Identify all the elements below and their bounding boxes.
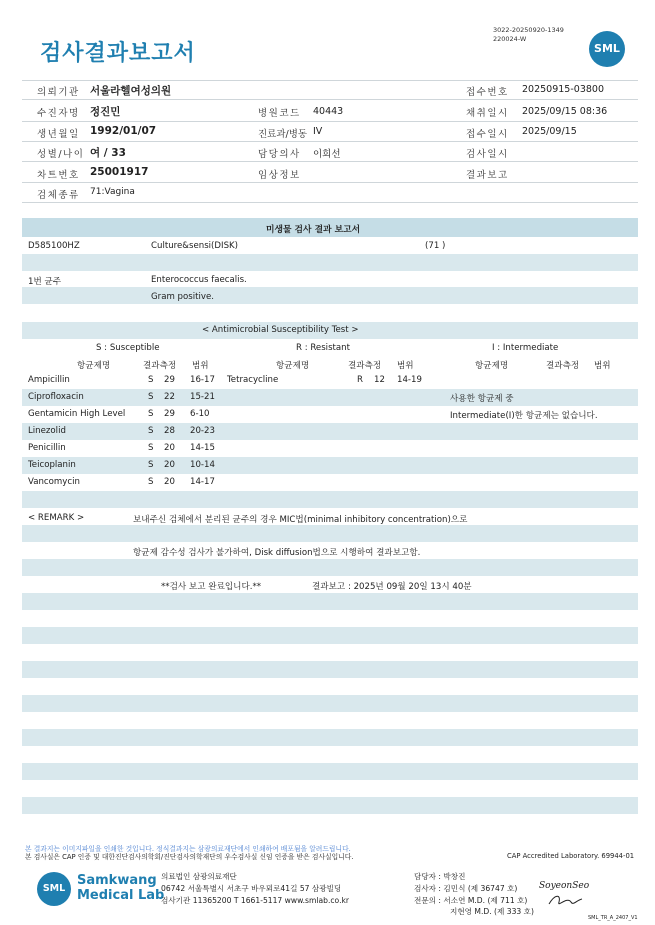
patient-label: 수진자명: [37, 108, 80, 119]
antibiotic-value: 12: [374, 375, 385, 385]
cap-notice: 본 검사실은 CAP 인증 및 대한진단검사의학회/진단검사의학재단의 우수검사실 신임 인증을 받은 검사실입니다.: [25, 853, 354, 861]
sex-age-value: 여 / 33: [90, 147, 126, 159]
col-range-header: 범위: [192, 361, 209, 371]
col-result-header: 결과측정: [348, 361, 382, 371]
specialist-1: 전문의 : 서소연 M.D. (제 711 호): [414, 896, 528, 905]
test-number: (71 ): [425, 241, 446, 251]
specimen-value: 71:Vagina: [90, 187, 135, 197]
examiner-signature: SoyeonSeo: [539, 881, 590, 891]
received-value: 2025/09/15: [522, 126, 577, 137]
chart-label: 차트번호: [37, 170, 80, 181]
collected-label: 채취일시: [466, 108, 509, 119]
test-code: D585100HZ: [28, 241, 80, 251]
test-name: Culture&sensi(DISK): [151, 241, 239, 251]
stripe: [22, 389, 638, 406]
antibiotic-interp: S: [148, 426, 154, 436]
ast-title: < Antimicrobial Susceptibility Test >: [202, 325, 359, 335]
hospital-code-label: 병원코드: [258, 108, 301, 119]
doctor-value: 이희선: [313, 149, 341, 160]
stripe: [22, 797, 638, 814]
divider: [22, 182, 638, 183]
stripe: [22, 763, 638, 780]
document-id: 3022-20250920-1349 220024-W: [493, 26, 564, 43]
antibiotic-name: Linezolid: [28, 426, 66, 436]
divider: [22, 202, 638, 203]
antibiotic-interp: S: [148, 460, 154, 470]
collected-value: 2025/09/15 08:36: [522, 106, 608, 117]
dept-value: IV: [313, 126, 323, 137]
antibiotic-value: 20: [164, 443, 175, 453]
antibiotic-interp: S: [148, 375, 154, 385]
specialist-signature-icon: [545, 892, 585, 910]
stripe: [22, 627, 638, 644]
stripe: [22, 423, 638, 440]
dob-label: 생년월일: [37, 129, 80, 140]
brand-name: Samkwang Medical Lab: [77, 873, 165, 903]
col-range-header: 범위: [397, 361, 414, 371]
antibiotic-interp: S: [148, 409, 154, 419]
stripe: [22, 559, 638, 576]
cap-number: CAP Accredited Laboratory. 69944-01: [507, 852, 635, 860]
stripe: [22, 661, 638, 678]
sml-logo: SML: [37, 872, 71, 906]
micro-section-title: 미생물 검사 결과 보고서: [266, 225, 361, 235]
antibiotic-name: Teicoplanin: [28, 460, 76, 470]
antibiotic-range: 14-17: [190, 477, 215, 487]
isolate-label: 1번 균주: [28, 277, 62, 287]
stripe: [22, 287, 638, 304]
col-result-header: 결과측정: [143, 361, 177, 371]
antibiotic-value: 22: [164, 392, 175, 402]
chart-value: 25001917: [90, 166, 149, 178]
antibiotic-value: 20: [164, 460, 175, 470]
stripe: [22, 695, 638, 712]
remark-line-1: 보내주신 검체에서 분리된 균주의 경우 MIC법(minimal inhibitory concentration)으로: [133, 515, 468, 525]
hospital-code-value: 40443: [313, 106, 344, 117]
antibiotic-range: 20-23: [190, 426, 215, 436]
divider: [22, 141, 638, 142]
antibiotic-interp: R: [357, 375, 363, 385]
divider: [22, 99, 638, 100]
antibiotic-range: 6-10: [190, 409, 210, 419]
antibiotic-name: Gentamicin High Level: [28, 409, 126, 419]
sex-age-label: 성별/나이: [37, 149, 85, 160]
note-intermediate: Intermediate(I)한 항균제는 없습니다.: [450, 411, 598, 421]
hospital-label: 의뢰기관: [37, 87, 80, 98]
report-label: 결과보고: [466, 170, 509, 181]
stripe: [22, 525, 638, 542]
stripe: [22, 457, 638, 474]
antibiotic-value: 20: [164, 477, 175, 487]
organism-name: Enterococcus faecalis.: [151, 275, 247, 285]
antibiotic-range: 14-15: [190, 443, 215, 453]
divider: [22, 80, 638, 81]
stripe: [22, 491, 638, 508]
sml-logo: SML: [589, 31, 625, 67]
antibiotic-interp: S: [148, 477, 154, 487]
report-title: 검사결과보고서: [40, 41, 196, 66]
specialist-2: 지현영 M.D. (제 333 호): [450, 907, 534, 916]
stripe: [22, 729, 638, 746]
antibiotic-name: Vancomycin: [28, 477, 80, 487]
gram-stain: Gram positive.: [151, 292, 215, 302]
remark-label: < REMARK >: [28, 513, 85, 523]
antibiotic-value: 29: [164, 375, 175, 385]
divider: [22, 161, 638, 162]
dob-value: 1992/01/07: [90, 125, 157, 137]
antibiotic-range: 16-17: [190, 375, 215, 385]
image-print-notice: 본 결과지는 이미지파일을 인쇄한 것입니다. 정식결과지는 삼광의료재단에서 인쇄하여 배포됨을 알려드립니다.: [25, 845, 351, 853]
doctor-label: 담당의사: [258, 149, 301, 160]
antibiotic-range: 10-14: [190, 460, 215, 470]
col-drug-header: 항균제명: [77, 361, 111, 371]
legend-intermediate: I : Intermediate: [492, 343, 559, 353]
org-address: 06742 서울특별시 서초구 바우뫼로41길 57 삼광빌딩: [161, 884, 342, 893]
patient-value: 정진민: [90, 106, 121, 118]
antibiotic-name: Penicillin: [28, 443, 66, 453]
tested-label: 검사일시: [466, 149, 509, 160]
specimen-label: 검체종류: [37, 190, 80, 201]
legend-resistant: R : Resistant: [296, 343, 350, 353]
org-name: 의료법인 삼광의료재단: [161, 872, 237, 881]
note-used-antibiotics: 사용한 항균제 중: [450, 394, 514, 404]
col-result-header: 결과측정: [546, 361, 580, 371]
antibiotic-name: Ciprofloxacin: [28, 392, 84, 402]
legend-susceptible: S : Susceptible: [96, 343, 160, 353]
stripe: [22, 593, 638, 610]
antibiotic-range: 15-21: [190, 392, 215, 402]
antibiotic-name: Ampicillin: [28, 375, 70, 385]
col-range-header: 범위: [594, 361, 611, 371]
stripe: [22, 254, 638, 271]
received-label: 접수일시: [466, 129, 509, 140]
receipt-no-label: 접수번호: [466, 87, 509, 98]
divider: [22, 121, 638, 122]
antibiotic-range: 14-19: [397, 375, 422, 385]
examiner: 검사자 : 김민식 (제 36747 호): [414, 884, 518, 893]
antibiotic-value: 29: [164, 409, 175, 419]
remark-line-2: 항균제 감수성 검사가 불가하여, Disk diffusion법으로 시행하여 결과보고함.: [133, 548, 421, 558]
col-drug-header: 항균제명: [276, 361, 310, 371]
antibiotic-interp: S: [148, 443, 154, 453]
report-time: 결과보고 : 2025년 09월 20일 13시 40분: [312, 582, 472, 592]
receipt-no-value: 20250915-03800: [522, 84, 605, 95]
clinical-label: 임상정보: [258, 170, 301, 181]
dept-label: 진료과/병동: [258, 129, 308, 140]
report-complete: **검사 보고 완료입니다.**: [161, 582, 262, 592]
manager: 담당자 : 박창진: [414, 872, 466, 881]
antibiotic-interp: S: [148, 392, 154, 402]
col-drug-header: 항균제명: [475, 361, 509, 371]
org-contact: 검사기관 11365200 T 1661-5117 www.smlab.co.kr: [161, 896, 349, 905]
form-code: SML_TR_A_2407_V1: [588, 915, 638, 921]
hospital-value: 서울라헬여성의원: [90, 85, 172, 97]
antibiotic-name: Tetracycline: [227, 375, 279, 385]
antibiotic-value: 28: [164, 426, 175, 436]
